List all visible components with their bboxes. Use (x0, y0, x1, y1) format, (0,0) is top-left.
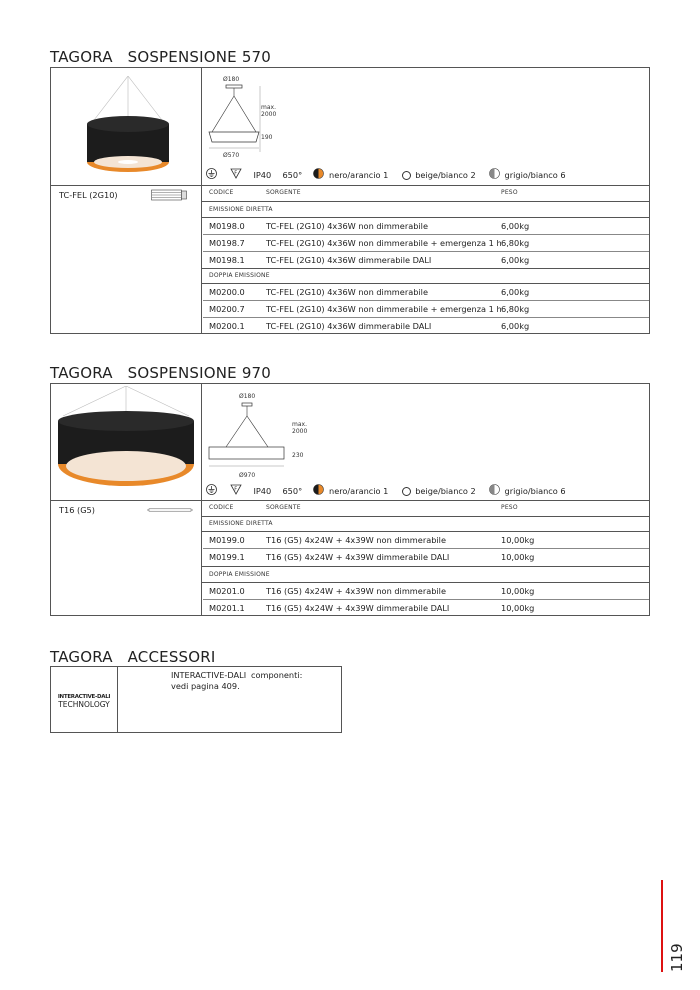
row-code: M0200.7 (209, 304, 245, 314)
row-weight: 6,00kg (501, 321, 530, 331)
row-source: T16 (G5) 4x24W + 4x39W dimmerabile DALI (266, 603, 450, 613)
table-row (203, 583, 649, 600)
group-label: EMISSIONE DIRETTA (209, 520, 273, 527)
table-row (203, 600, 649, 616)
lamp-type: TC-FEL (2G10) (59, 190, 118, 200)
lamp-image (53, 386, 199, 496)
header-weight: PESO (501, 504, 518, 511)
row-code: M0200.1 (209, 321, 245, 331)
top-diameter: Ø180 (223, 76, 240, 83)
max-value: 2000 (292, 428, 308, 435)
max-label: max. (292, 421, 307, 428)
group-divider (201, 268, 649, 269)
color-option-1: nero/arancio 1 (329, 485, 389, 496)
dimension-drawing (206, 402, 286, 472)
lamp-type: T16 (G5) (59, 505, 95, 515)
table-row (203, 218, 649, 235)
product-box-570 (50, 67, 650, 334)
table-row (203, 252, 649, 268)
earth-icon (206, 168, 217, 181)
color-swatch-grey-white-icon (489, 168, 500, 181)
section-title: TAGORA SOSPENSIONE 970 (50, 364, 272, 382)
accessory-ref: vedi pagina 409. (171, 681, 240, 691)
max-value: 2000 (261, 111, 277, 118)
svg-text:F: F (234, 170, 238, 177)
row-code: M0201.1 (209, 603, 245, 613)
svg-text:F: F (234, 486, 238, 493)
lamp-image (81, 76, 176, 176)
row-weight: 10,00kg (501, 586, 535, 596)
page-number: 119 (668, 943, 686, 972)
specs-row (206, 484, 566, 498)
color-option-3: grigio/bianco 6 (504, 485, 566, 496)
color-option-1: nero/arancio 1 (329, 169, 389, 180)
f-mark-icon (230, 168, 242, 181)
row-divider (51, 185, 649, 186)
row-weight: 6,00kg (501, 287, 530, 297)
dimension-line (256, 86, 264, 156)
header-source: SORGENTE (266, 189, 301, 196)
row-code: M0198.0 (209, 221, 245, 231)
max-label: max. (261, 104, 276, 111)
tube-lamp-icon (147, 508, 193, 512)
tube-lamp-icon (151, 189, 189, 201)
row-code: M0200.0 (209, 287, 245, 297)
color-swatch-beige-white-icon (402, 486, 411, 496)
row-source: TC-FEL (2G10) 4x36W non dimmerabile + emergenza 1 h (266, 304, 502, 314)
header-code: CODICE (209, 504, 234, 511)
row-weight: 6,00kg (501, 255, 530, 265)
column-divider (117, 667, 118, 732)
table-row (203, 549, 649, 565)
temperature-rating: 650° (282, 169, 303, 180)
row-weight: 6,80kg (501, 238, 530, 248)
bottom-diameter: Ø970 (239, 472, 256, 479)
row-source: TC-FEL (2G10) 4x36W non dimmerabile (266, 221, 428, 231)
row-weight: 10,00kg (501, 603, 535, 613)
table-row (203, 318, 649, 334)
color-swatch-black-orange-icon (313, 484, 324, 497)
dali-logo: INTERACTIVE-DALI TECHNOLOGY (57, 694, 111, 709)
section-title: TAGORA SOSPENSIONE 570 (50, 48, 272, 66)
row-source: TC-FEL (2G10) 4x36W dimmerabile DALI (266, 321, 432, 331)
row-divider (51, 500, 649, 501)
row-source: T16 (G5) 4x24W + 4x39W dimmerabile DALI (266, 552, 450, 562)
accessory-components: componenti: (251, 670, 303, 680)
header-divider (201, 516, 649, 517)
row-code: M0199.0 (209, 535, 245, 545)
row-source: TC-FEL (2G10) 4x36W non dimmerabile + emergenza 1 h (266, 238, 502, 248)
color-option-2: beige/bianco 2 (415, 485, 476, 496)
bottom-diameter: Ø570 (223, 152, 240, 159)
accessory-name: INTERACTIVE-DALI (171, 670, 247, 680)
row-source: T16 (G5) 4x24W + 4x39W non dimmerabile (266, 535, 446, 545)
height-value: 190 (261, 134, 273, 141)
row-weight: 6,80kg (501, 304, 530, 314)
group-label: DOPPIA EMISSIONE (209, 272, 270, 279)
temperature-rating: 650° (282, 485, 303, 496)
earth-icon (206, 484, 217, 497)
row-code: M0201.0 (209, 586, 245, 596)
ip-rating: IP40 (253, 485, 272, 496)
row-code: M0198.1 (209, 255, 245, 265)
row-source: TC-FEL (2G10) 4x36W dimmerabile DALI (266, 255, 432, 265)
specs-row (206, 168, 566, 182)
color-option-3: grigio/bianco 6 (504, 169, 566, 180)
row-weight: 10,00kg (501, 552, 535, 562)
product-box-970 (50, 383, 650, 616)
row-code: M0198.7 (209, 238, 245, 248)
height-value: 230 (292, 452, 304, 459)
section-title: TAGORA ACCESSORI (50, 648, 216, 666)
group-label: DOPPIA EMISSIONE (209, 571, 270, 578)
table-row (203, 301, 649, 318)
table-row (203, 532, 649, 549)
header-code: CODICE (209, 189, 234, 196)
row-source: TC-FEL (2G10) 4x36W non dimmerabile (266, 287, 428, 297)
color-swatch-beige-white-icon (402, 170, 411, 180)
ip-rating: IP40 (253, 169, 272, 180)
color-option-2: beige/bianco 2 (415, 169, 476, 180)
group-divider (201, 566, 649, 567)
header-divider (201, 201, 649, 202)
accessories-box (50, 666, 342, 733)
page-accent-line (661, 880, 663, 972)
row-weight: 10,00kg (501, 535, 535, 545)
table-row (203, 284, 649, 301)
row-weight: 6,00kg (501, 221, 530, 231)
header-source: SORGENTE (266, 504, 301, 511)
f-mark-icon (230, 484, 242, 497)
color-swatch-black-orange-icon (313, 168, 324, 181)
top-diameter: Ø180 (239, 393, 256, 400)
row-source: T16 (G5) 4x24W + 4x39W non dimmerabile (266, 586, 446, 596)
color-swatch-grey-white-icon (489, 484, 500, 497)
row-code: M0199.1 (209, 552, 245, 562)
table-row (203, 235, 649, 252)
group-label: EMISSIONE DIRETTA (209, 206, 273, 213)
header-weight: PESO (501, 189, 518, 196)
